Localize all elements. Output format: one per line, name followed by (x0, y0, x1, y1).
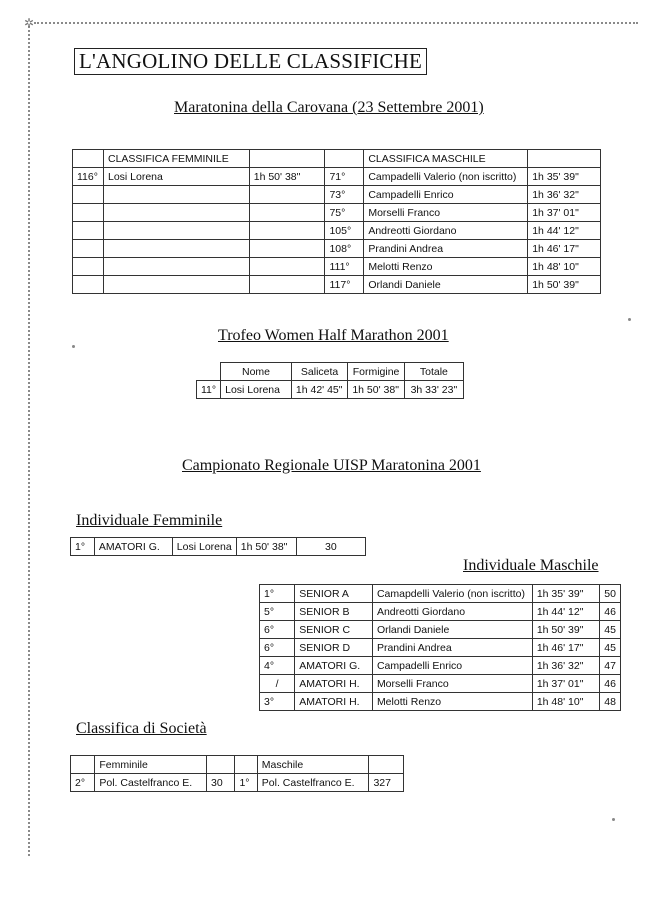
maratonina-heading: Maratonina della Carovana (23 Settembre 2001) (174, 99, 484, 116)
maschile-pos: 111° (325, 258, 364, 276)
societa-header-femminile: Femminile (95, 756, 207, 774)
societa-points-maschile: 327 (369, 774, 404, 792)
maschile-time: 1h 35' 39" (532, 585, 599, 603)
table-row (260, 585, 621, 603)
femminile-category: AMATORI G. (94, 538, 172, 556)
maschile-pos: 75° (325, 204, 364, 222)
table-row (197, 363, 464, 381)
table-row (260, 675, 621, 693)
maschile-points: 46 (600, 603, 621, 621)
individuale-maschile-table (259, 584, 621, 711)
maschile-time: 1h 37' 01" (528, 204, 601, 222)
table-row (73, 222, 601, 240)
maschile-name: Orlandi Daniele (372, 621, 532, 639)
societa-team-femminile: Pol. Castelfranco E. (95, 774, 207, 792)
societa-pos-femminile: 2° (71, 774, 95, 792)
maschile-points: 45 (600, 639, 621, 657)
femminile-name: Losi Lorena (172, 538, 236, 556)
maschile-category: AMATORI H. (295, 693, 373, 711)
maschile-time: 1h 36' 32" (532, 657, 599, 675)
table-row (73, 204, 601, 222)
femminile-header: CLASSIFICA FEMMINILE (103, 150, 249, 168)
table-row (71, 538, 366, 556)
maschile-points: 46 (600, 675, 621, 693)
table-row (260, 621, 621, 639)
maschile-category: SENIOR C (295, 621, 373, 639)
maschile-category: AMATORI H. (295, 675, 373, 693)
maschile-name: Andreotti Giordano (372, 603, 532, 621)
societa-heading: Classifica di Società (76, 720, 207, 737)
maschile-pos: 6° (260, 639, 295, 657)
maschile-pos: 105° (325, 222, 364, 240)
maschile-time: 1h 48' 10" (532, 693, 599, 711)
societa-pos-maschile: 1° (235, 774, 257, 792)
table-row (73, 168, 601, 186)
trofeo-formigine: 1h 50' 38" (348, 381, 404, 399)
maschile-points: 45 (600, 621, 621, 639)
maschile-name: Andreotti Giordano (364, 222, 528, 240)
scan-speck (628, 318, 631, 321)
scan-speck (72, 345, 75, 348)
societa-header-maschile: Maschile (257, 756, 369, 774)
maschile-pos: 117° (325, 276, 364, 294)
maschile-pos: 71° (325, 168, 364, 186)
maschile-pos: 5° (260, 603, 295, 621)
maschile-header: CLASSIFICA MASCHILE (364, 150, 528, 168)
societa-team-maschile: Pol. Castelfranco E. (257, 774, 369, 792)
maschile-pos: 6° (260, 621, 295, 639)
trofeo-saliceta: 1h 42' 45" (291, 381, 347, 399)
star-ornament-icon: ✲ (24, 16, 35, 30)
maschile-name: Melotti Renzo (372, 693, 532, 711)
societa-table (70, 755, 404, 792)
maschile-category: SENIOR A (295, 585, 373, 603)
trofeo-header-formigine: Formigine (348, 363, 404, 381)
maschile-name: Orlandi Daniele (364, 276, 528, 294)
femminile-time: 1h 50' 38" (236, 538, 296, 556)
maschile-pos: 3° (260, 693, 295, 711)
femminile-points: 30 (296, 538, 365, 556)
maschile-pos: 108° (325, 240, 364, 258)
maschile-time: 1h 46' 17" (528, 240, 601, 258)
trofeo-heading: Trofeo Women Half Marathon 2001 (218, 327, 449, 344)
maschile-name: Campadelli Enrico (364, 186, 528, 204)
campionato-heading: Campionato Regionale UISP Maratonina 2001 (182, 457, 481, 474)
maschile-time: 1h 35' 39" (528, 168, 601, 186)
table-row (73, 258, 601, 276)
table-row (197, 381, 464, 399)
table-row (260, 603, 621, 621)
trofeo-totale: 3h 33' 23" (404, 381, 463, 399)
femminile-pos: 116° (73, 168, 104, 186)
table-row (260, 639, 621, 657)
table-row (73, 276, 601, 294)
decorative-top-border (34, 22, 638, 32)
maschile-time: 1h 44' 12" (532, 603, 599, 621)
table-row (73, 240, 601, 258)
trofeo-name: Losi Lorena (221, 381, 292, 399)
trofeo-header-saliceta: Saliceta (291, 363, 347, 381)
maschile-category: AMATORI G. (295, 657, 373, 675)
maschile-pos: / (260, 675, 295, 693)
table-row (73, 150, 601, 168)
maschile-name: Camapdelli Valerio (non iscritto) (372, 585, 532, 603)
maschile-name: Campadelli Valerio (non iscritto) (364, 168, 528, 186)
maschile-time: 1h 44' 12" (528, 222, 601, 240)
maschile-name: Morselli Franco (364, 204, 528, 222)
table-row (73, 186, 601, 204)
table-row (71, 774, 404, 792)
trofeo-header-nome: Nome (221, 363, 292, 381)
individuale-femminile-table (70, 537, 366, 556)
maschile-time: 1h 50' 39" (532, 621, 599, 639)
maschile-name: Morselli Franco (372, 675, 532, 693)
maratonina-table (72, 149, 601, 294)
femminile-time: 1h 50' 38" (249, 168, 325, 186)
individuale-maschile-heading: Individuale Maschile (463, 557, 599, 574)
maschile-name: Prandini Andrea (364, 240, 528, 258)
societa-points-femminile: 30 (207, 774, 235, 792)
femminile-pos: 1° (71, 538, 95, 556)
table-row (260, 693, 621, 711)
maschile-pos: 1° (260, 585, 295, 603)
maschile-category: SENIOR D (295, 639, 373, 657)
trofeo-header-totale: Totale (404, 363, 463, 381)
maschile-pos: 73° (325, 186, 364, 204)
maschile-points: 48 (600, 693, 621, 711)
maschile-time: 1h 37' 01" (532, 675, 599, 693)
maschile-time: 1h 50' 39" (528, 276, 601, 294)
decorative-left-border (28, 26, 38, 856)
maschile-time: 1h 48' 10" (528, 258, 601, 276)
table-row (71, 756, 404, 774)
maschile-pos: 4° (260, 657, 295, 675)
maschile-points: 50 (600, 585, 621, 603)
maschile-name: Melotti Renzo (364, 258, 528, 276)
scan-speck (612, 818, 615, 821)
trofeo-table (196, 362, 464, 399)
femminile-name: Losi Lorena (103, 168, 249, 186)
individuale-femminile-heading: Individuale Femminile (76, 512, 223, 529)
maschile-name: Prandini Andrea (372, 639, 532, 657)
table-row (260, 657, 621, 675)
maschile-name: Campadelli Enrico (372, 657, 532, 675)
maschile-time: 1h 46' 17" (532, 639, 599, 657)
maschile-category: SENIOR B (295, 603, 373, 621)
maschile-points: 47 (600, 657, 621, 675)
page-title: L'ANGOLINO DELLE CLASSIFICHE (74, 48, 427, 75)
maschile-time: 1h 36' 32" (528, 186, 601, 204)
trofeo-pos: 11° (197, 381, 221, 399)
